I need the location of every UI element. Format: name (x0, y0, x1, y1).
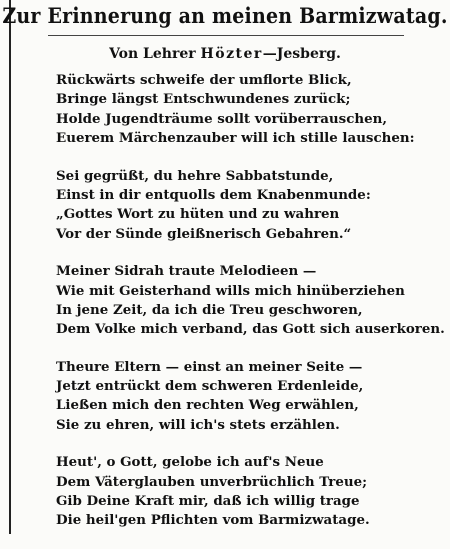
verse-line: Gib Deine Kraft mir, daß ich willig trage (56, 493, 360, 510)
verse-line: Bringe längst Entschwundenes zurück; (56, 91, 351, 108)
verse-line: Theure Eltern — einst an meiner Seite — (56, 358, 363, 375)
stanza-5 (56, 453, 446, 531)
verse-line: Sie zu ehren, will ich's stets erzählen. (56, 416, 340, 433)
verse-line: Dem Väterglauben unverbrüchlich Treue; (56, 473, 368, 490)
stanza-4 (56, 358, 446, 436)
verse-line: Holde Jugendträume sollt vorüberrauschen, (56, 110, 388, 127)
verse-line: In jene Zeit, da ich die Treu geschworen, (56, 301, 363, 318)
verse-line: Meiner Sidrah traute Melodieen — (56, 263, 317, 280)
column-rule (9, 0, 11, 534)
verse-line: Dem Volke mich verband, das Gott sich auserkoren. (56, 321, 445, 338)
verse-line: „Gottes Wort zu hüten und zu wahren (56, 206, 340, 223)
verse-line: Jetzt entrückt dem schweren Erdenleide, (56, 378, 364, 395)
verse-line: Vor der Sünde gleißnerisch Gebahren.“ (56, 225, 352, 242)
verse-line: Heut', o Gott, gelobe ich auf's Neue (56, 454, 324, 471)
byline-suffix: —Jesberg. (262, 46, 341, 62)
byline (0, 46, 450, 62)
verse-line: Ließen mich den rechten Weg erwählen, (56, 397, 359, 414)
stanza-2 (56, 167, 446, 245)
verse-line: Die heil'gen Pflichten vom Barmizwatage. (56, 512, 370, 529)
verse-line: Euerem Märchenzauber will ich stille lauschen: (56, 130, 415, 147)
stanza-3 (56, 262, 446, 340)
verse-line: Rückwärts schweife der umflorte Blick, (56, 72, 352, 88)
byline-prefix: Von Lehrer (109, 46, 196, 62)
verse-line: Einst in dir entquolls dem Knabenmunde: (56, 186, 371, 203)
title-underline (48, 35, 404, 36)
stanza-1 (56, 71, 446, 149)
verse-line: Sei gegrüßt, du hehre Sabbatstunde, (56, 167, 334, 184)
author-name: Hözter (200, 46, 263, 62)
verse-line: Wie mit Geisterhand wills mich hinüberziehen (56, 282, 405, 299)
poem-title: Zur Erinnerung an meinen Barmizwatag. (2, 4, 448, 29)
poem-body (56, 71, 446, 549)
